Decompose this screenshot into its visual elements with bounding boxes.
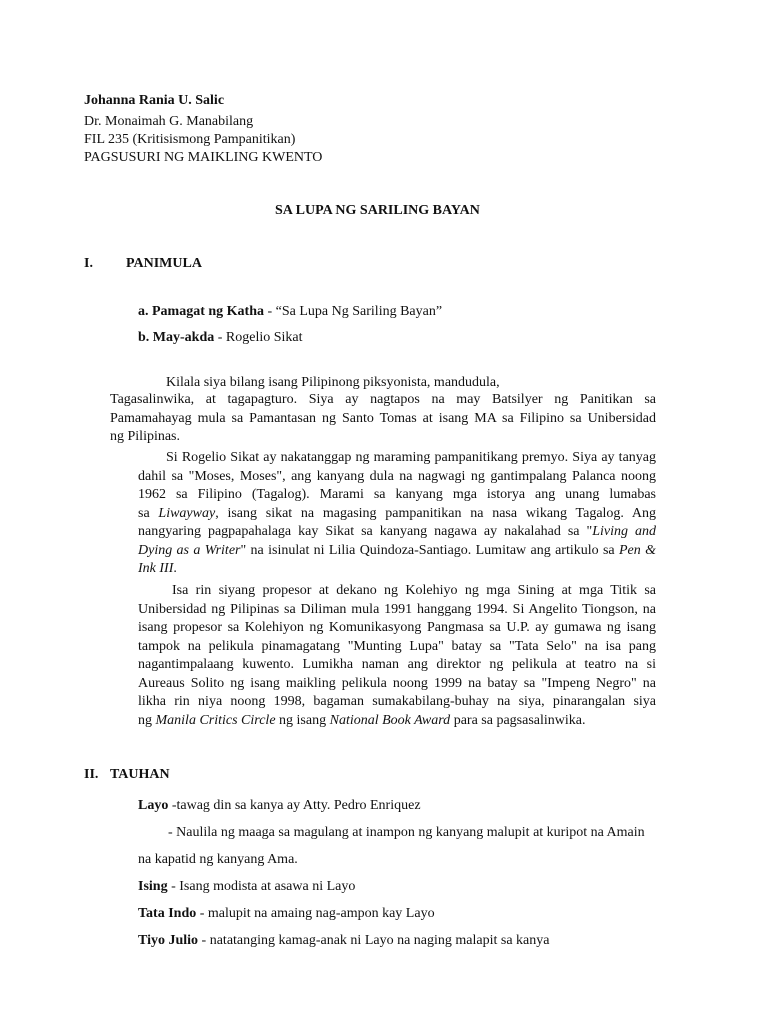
paragraph-3-line: Isa rin siyang propesor at dekano ng Kolehiyo ng mga Sining at mga Titik sa — [172, 583, 656, 598]
character-layo-note: - Naulila ng maaga sa magulang at inampon ng kanyang malupit at kuripot na Amain — [168, 825, 645, 840]
author-of-work-line — [138, 329, 303, 347]
paragraph-3-line: likha rin niya noong 1998, bagaman sumakabilang-buhay na siya, pinarangalan siya — [138, 694, 656, 709]
paragraph-2-line: dahil sa "Moses, Moses", ang kanyang dula na nagwagi ng gantimpalang Palanca noong — [138, 468, 656, 484]
paragraph-3-line: ng Manila Critics Circle ng isang National Book Award para sa pagsasalinwika. — [138, 712, 586, 728]
character-description: - malupit na amaing nag-ampon kay Layo — [196, 906, 435, 921]
paragraph-2-line: Si Rogelio Sikat ay nakatanggap ng maraming pampanitikang premyo. Siya ay tanyag — [166, 450, 656, 465]
character-description: - Isang modista at asawa ni Layo — [167, 879, 356, 894]
character-name: Layo — [138, 798, 169, 813]
paragraph-3-line: nagantimpalaang kuwento. Lumikha naman ang direktor ng pelikula at teatro na si — [138, 657, 656, 672]
instructor-name: Dr. Monaimah G. Manabilang — [84, 114, 254, 129]
paragraph-2-line: 1962 sa Filipino (Tagalog). Marami sa kanyang mga istorya ang unang lumabas — [138, 487, 656, 502]
character-layo-note: na kapatid ng kanyang Ama. — [138, 852, 298, 867]
author-of-work-label: b. May-akda — [138, 330, 215, 345]
section-1-heading: PANIMULA — [126, 256, 202, 271]
title-of-work-label: a. Pamagat ng Katha — [138, 304, 264, 319]
paragraph-3-line: Unibersidad ng Pilipinas sa Diliman mula 1991 hanggang 1994. Si Angelito Tiongson, na — [138, 601, 656, 617]
character-tata-indo — [138, 905, 435, 923]
title-of-work-line — [138, 303, 442, 321]
character-name: Ising — [138, 879, 168, 894]
paragraph-2-line: sa Liwayway, isang sikat na magasing pampanitikan na nasa wikang Tagalog. Ang — [138, 505, 657, 521]
character-description: - natatanging kamag-anak ni Layo na naging malapit sa kanya — [198, 933, 550, 948]
section-2-heading: TAUHAN — [110, 767, 170, 782]
paragraph-3-line: isang propesor sa Kolehiyon ng Komunikasyong Pangmasa sa U.P. ay gumawa ng isang — [138, 620, 656, 635]
paragraph-2 — [138, 449, 656, 579]
title-of-work-value: - “Sa Lupa Ng Sariling Bayan” — [264, 304, 443, 319]
paragraph-2-line: Ink III. — [138, 561, 177, 576]
paragraph-1-line: Kilala siya bilang isang Pilipinong piksyonista, mandudula, — [166, 375, 500, 390]
paragraph-3-line: Aureaus Solito ng isang maikling pelikula noong 1999 na batay sa "Impeng Negro" na — [138, 675, 656, 691]
course-name: FIL 235 (Kritisismong Pampanitikan) — [84, 132, 296, 147]
character-name: Tiyo Julio — [138, 933, 199, 948]
character-description: -tawag din sa kanya ay Atty. Pedro Enriquez — [168, 798, 421, 813]
section-2-number: II. — [84, 767, 99, 782]
story-title: SA LUPA NG SARILING BAYAN — [275, 203, 480, 218]
character-ising — [138, 878, 355, 896]
paragraph-1-line: Tagasalinwika, at tagapagturo. Siya ay nagtapos na may Batsilyer ng Panitikan sa — [110, 392, 656, 407]
paragraph-2-line: Dying as a Writer" na isinulat ni Lilia Quindoza-Santiago. Lumitaw ang artikulo sa Pen & — [138, 542, 656, 558]
character-layo — [138, 797, 421, 815]
character-name: Tata Indo — [138, 906, 197, 921]
paragraph-3-line: tampok na pelikula pinamagatang "Munting Lupa" batay sa "Tata Selo" na isa pang — [138, 638, 656, 654]
paragraph-3 — [138, 582, 656, 730]
paragraph-2-line: nangyaring pagpapahalaga kay Sikat sa kanyang nagawa ay nakalahad sa "Living and — [138, 524, 657, 539]
author-of-work-value: - Rogelio Sikat — [214, 330, 303, 345]
character-tiyo-julio — [138, 932, 549, 950]
paragraph-1-line: ng Pilipinas. — [110, 429, 181, 444]
paragraph-1-line: Pamamahayag mula sa Pamantasan ng Santo Tomas at isang MA sa Filipino sa Unibersidad — [110, 410, 656, 426]
paragraph-1 — [110, 391, 656, 447]
section-1-number: I. — [84, 256, 93, 271]
author-name: Johanna Rania U. Salic — [84, 93, 225, 108]
document-type: PAGSUSURI NG MAIKLING KWENTO — [84, 150, 323, 165]
